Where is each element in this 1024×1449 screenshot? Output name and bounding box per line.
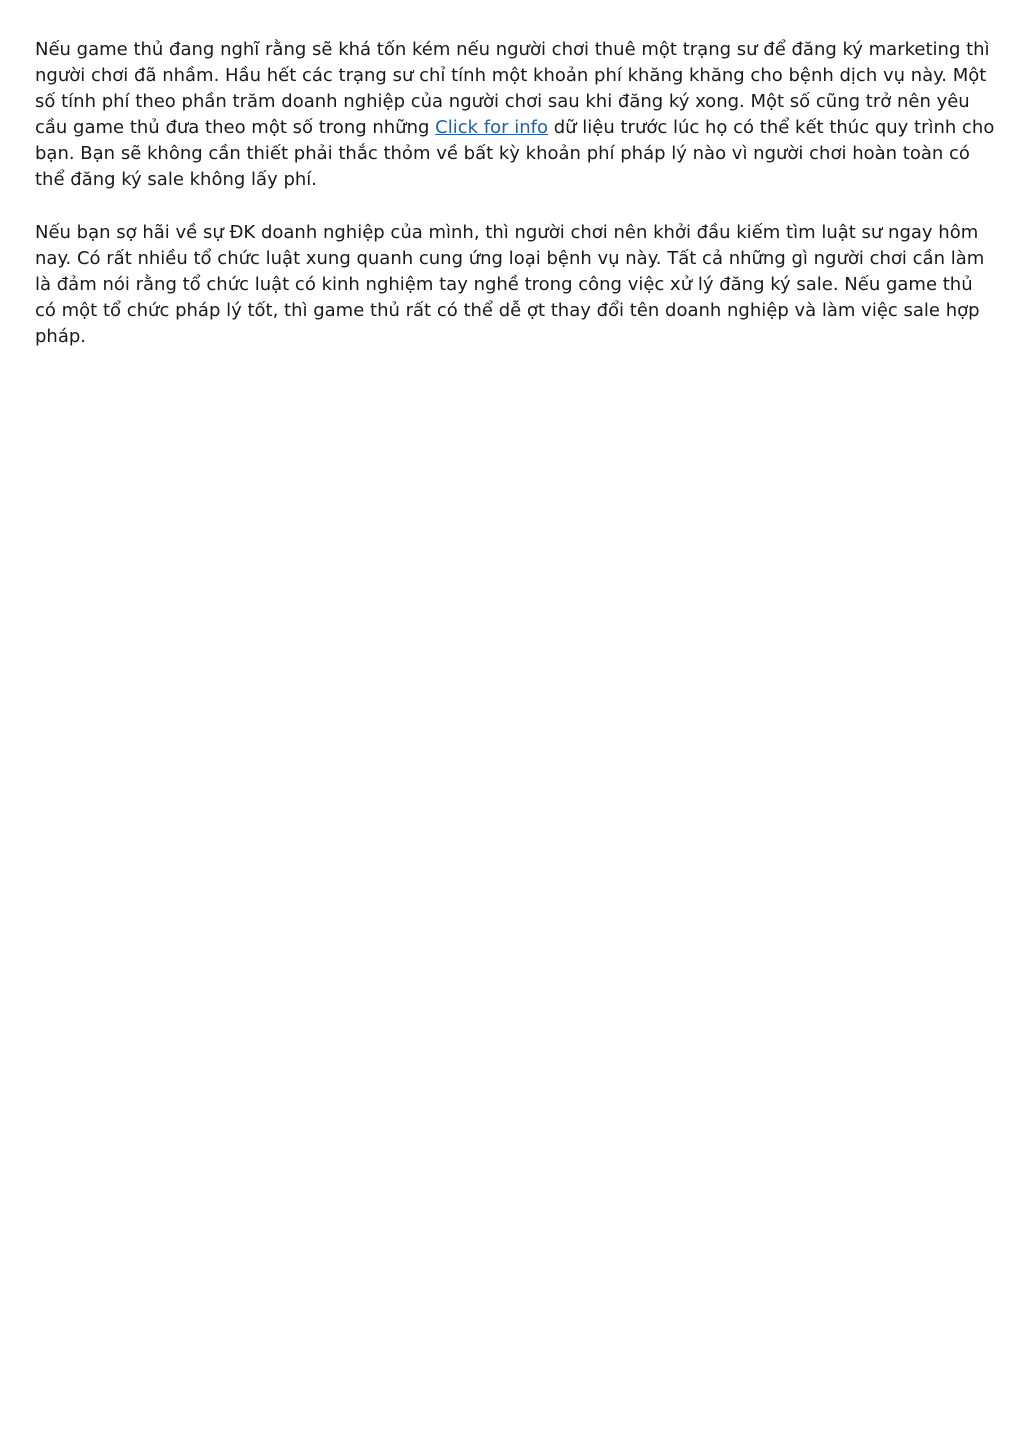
paragraph-2-text: Nếu bạn sợ hãi về sự ĐK doanh nghiệp của mình, thì người chơi nên khởi đầu kiếm tìm luật sư ngay hôm nay. Có rất nhiều tổ chức luật xung quanh cung ứng loại bệnh vụ này. Tất cả những gì người chơi cần làm là đảm nói rằng tổ chức luật có kinh nghiệm tay nghề trong công việc xử lý đăng ký sale. Nếu game thủ có một tổ chức pháp lý tốt, thì game thủ rất có thể dễ ợt thay đổi tên doanh nghiệp và làm việc sale hợp pháp. [35, 222, 985, 347]
paragraph-1 [35, 37, 995, 193]
paragraph-1-text-after-link: dữ liệu trước lúc họ có thể kết thúc quy trình cho bạn. Bạn sẽ không cần thiết phải thắc thỏm về bất kỳ khoản phí pháp lý nào vì người chơi hoàn toàn có thể đăng ký sale không lấy phí. [35, 117, 995, 190]
click-for-info-link[interactable]: Click for info [435, 117, 548, 138]
document-body [35, 37, 995, 377]
paragraph-1-text-before-link: Nếu game thủ đang nghĩ rằng sẽ khá tốn kém nếu người chơi thuê một trạng sư để đăng ký marketing thì người chơi đã nhầm. Hầu hết các trạng sư chỉ tính một khoản phí khăng khăng cho bệnh dịch vụ này. Một số tính phí theo phần trăm doanh nghiệp của người chơi sau khi đăng ký xong. Một số cũng trở nên yêu cầu game thủ đưa theo một số trong những [35, 39, 990, 138]
paragraph-2 [35, 220, 995, 350]
